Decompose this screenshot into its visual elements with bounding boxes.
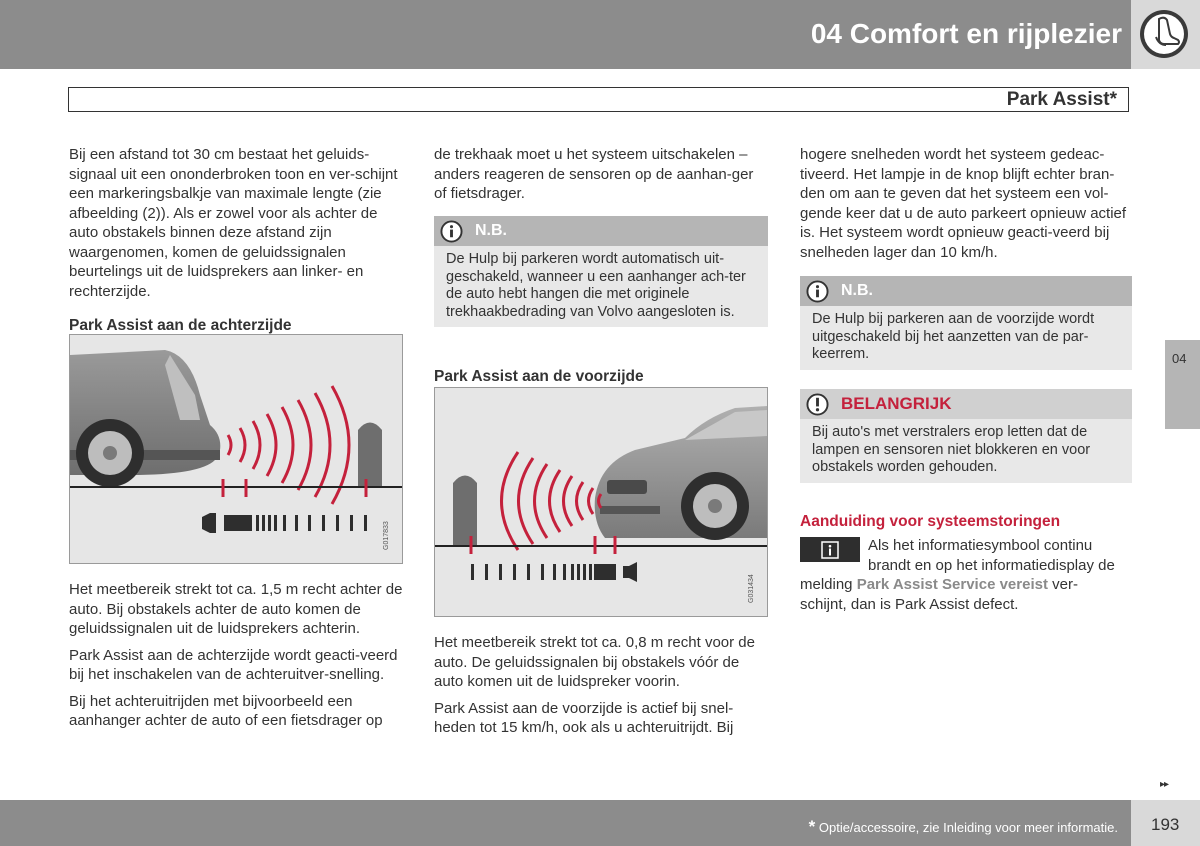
paragraph: hogere snelheden wordt het systeem gedeac-tiveerd. Het lampje in de knop blijft echter bran-den om aan te geven dat het systeem een vol-gende keer dat u de auto parkeert opnieuw actief is. Het systeem wordt opnieuw geacti-veerd bij snelheden lager dan 10 km/h. [800,146,1127,261]
note-box [800,276,1132,370]
chapter-title: 04 Comfort en rijplezier [810,18,1122,49]
continue-arrows-icon: ▸▸ [1160,779,1169,790]
info-line: schijnt, dan is Park Assist defect. [800,595,1019,613]
front-park-assist-illustration [434,387,768,617]
column-3 [800,145,1135,262]
note-header [434,216,768,246]
warning-header [800,389,1132,419]
info-paragraph-top [868,536,1138,575]
info-symbol-icon [800,537,860,562]
column-3-heading [800,512,1135,532]
heading-system-faults: Aanduiding voor systeemstoringen [800,513,1061,530]
column-1 [69,145,404,336]
paragraph: Bij een afstand tot 30 cm bestaat het geluids-signaal uit een ononderbroken toon en ver-schijnt een markeringsbalkje van maximale lengte (zie afbeelding (2)). Als er zowel voor als achter de auto obstakels binnen deze afstand zijn waargenomen, komen de geluidssignalen beurtelings uit de luidsprekers aan linker- en rechterzijde. [69,146,398,300]
info-text: melding [800,576,857,593]
chapter-side-tab-label: 04 [1172,351,1187,366]
warning-text: Bij auto's met verstralers erop letten dat de lampen en sensoren niet blokkeren en voor obstakels worden gehouden. [812,424,1091,475]
column-2-lower [434,633,769,738]
warning-box [800,389,1132,483]
note-text: De Hulp bij parkeren aan de voorzijde wordt uitgeschakeld bij het aanzetten van de par-keerrem. [812,311,1095,362]
note-text: De Hulp bij parkeren wordt automatisch uit-geschakeld, wanneer u een aanhanger ach-ter de auto hebt hangen die met originele trekhaakbedrading van Volvo aangesloten is. [446,251,746,320]
info-paragraph-bottom [800,575,1140,614]
note-label: N.B. [475,222,507,239]
column-2 [434,145,769,204]
warning-label: BELANGRIJK [841,394,952,413]
paragraph: Bij het achteruitrijden met bijvoorbeeld een aanhanger achter de auto of een fietsdrager op [69,692,383,729]
info-circle-icon [440,220,463,243]
section-title-box [68,87,1129,112]
heading-front: Park Assist aan de voorzijde [434,368,644,385]
note-box [434,216,768,327]
paragraph: Park Assist aan de achterzijde wordt geacti-veerd bij het inschakelen van de achteruitver-snelling. [69,646,398,683]
figure-code: G031434 [748,574,755,603]
rear-park-assist-illustration [69,334,403,564]
info-line: brandt en op het informatiedisplay de [868,556,1115,574]
note-header [800,276,1132,306]
service-message: Park Assist Service vereist [856,576,1048,593]
footer-note [809,817,1118,837]
page-number: 193 [1151,815,1180,834]
paragraph: Het meetbereik strekt tot ca. 0,8 m recht voor de auto. De geluidssignalen bij obstakels vóór de auto komen uit de luidspreker voorin. [434,634,755,690]
info-circle-icon [806,280,829,303]
paragraph: de trekhaak moet u het systeem uitschakelen – anders reageren de sensoren op de aanhan-ger of fietsdrager. [434,146,754,202]
figure-code: G017833 [383,521,390,550]
paragraph: Park Assist aan de voorzijde is actief bij snel-heden tot 15 km/h, ook als u achteruitrijdt. Bij [434,699,734,736]
column-1-lower [69,580,404,731]
info-line [800,575,1140,595]
section-title: Park Assist* [1006,89,1117,110]
exclamation-circle-icon [806,393,829,416]
info-line: Als het informatiesymbool continu [868,537,1093,554]
footnote-text: Optie/accessoire, zie Inleiding voor meer informatie. [815,820,1118,835]
note-label: N.B. [841,282,873,299]
footnote-star: * [808,817,816,836]
column-2-heading [434,367,769,387]
info-text: ver- [1047,576,1078,593]
heading-rear: Park Assist aan de achterzijde [69,317,292,334]
paragraph: Het meetbereik strekt tot ca. 1,5 m recht achter de auto. Bij obstakels achter de auto komen de geluidssignalen uit de luidsprekers achterin. [69,581,403,637]
seat-icon [1137,7,1191,61]
